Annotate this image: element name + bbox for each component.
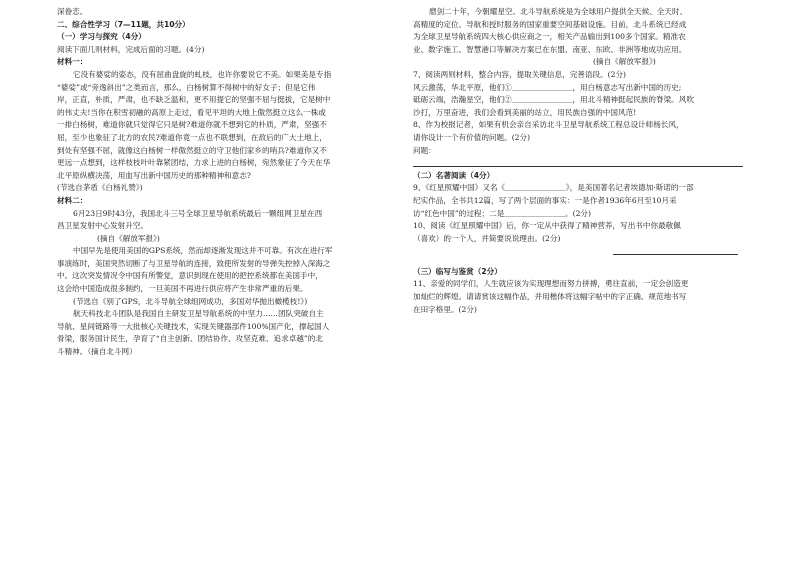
text-line: 6月23日9时43分，我国北斗三号全球卫星导航系统最后一颗组网卫星在西 bbox=[73, 208, 323, 218]
text-line: 业、数字施工、智慧港口等解决方案已在东盟、南亚、东欧、非洲等地成功应用。 bbox=[413, 44, 687, 54]
question-8: 8、作为校报记者，如果有机会亲自采访北斗卫星导航系统工程总设计师杨长风， bbox=[413, 120, 684, 130]
section-heading: 二、综合性学习（7—11题，共10分） bbox=[57, 19, 190, 29]
text-line: 昌卫星发射中心发射升空。 bbox=[57, 221, 149, 231]
text-line: 中国早先是使用美国的GPS系统，然而却逐渐发现这并不可靠。有次在进行军 bbox=[73, 246, 333, 256]
instruction: 阅读下面几则材料，完成后面的习题。(4分) bbox=[57, 44, 205, 54]
answer-line: 风云激荡，华北平原，他们①＿＿＿＿＿＿＿＿，用白杨意志写出新中国的历史; bbox=[413, 82, 682, 92]
text-line: 岸，正直，朴质，严肃，也不缺乏温和，更不用提它的坚强不屈与挺拔，它是树中 bbox=[57, 95, 331, 105]
source-note: (摘自《解放军报》) bbox=[97, 233, 160, 243]
text-line: 斗精神。（摘自北斗网） bbox=[57, 347, 137, 357]
text-line: “婆娑”或“旁逸斜出”之类而言，那么，白杨树算不得树中的好女子；但是它伟 bbox=[57, 82, 316, 92]
question-11: 11、亲爱的同学们，人生就应该为实现理想而努力拼搏，勇往直前，一定会创造更 bbox=[413, 279, 689, 289]
right-column bbox=[413, 6, 743, 316]
answer-blank[interactable] bbox=[413, 245, 743, 258]
text-line: 高精度的定位、导航和授时服务的国家重要空间基础设施。目前，北斗系统已经成 bbox=[413, 19, 687, 29]
material-label: 材料一： bbox=[57, 57, 88, 67]
text-line: 屈，至少也象征了北方的农民?难道你竟一点也不联想到，在敌后的广大土地上， bbox=[57, 132, 327, 142]
source-note: (节选自茅盾《白杨礼赞》) bbox=[57, 183, 143, 193]
text-line: 磨剑二十年，今朝耀星空。北斗导航系统是为全球用户提供全天候、全天时、 bbox=[429, 7, 688, 16]
text-line: 在田字格里。(2分) bbox=[413, 304, 477, 314]
text-line: 它没有婆娑的姿态，没有屈曲盘旋的虬枝，也许你要说它不美。如果美是专指 bbox=[73, 69, 332, 79]
text-line: 北平原纵横决荡，用血写出新中国历史的那种精神和意志? bbox=[57, 170, 251, 180]
text-line: 航天科技北斗团队是我国自主研发卫星导航系统的中坚力……团队突破自主 bbox=[73, 309, 324, 319]
text-line: 骨梁，服务国计民生，孕育了“自主创新、团结协作、攻坚克难、追求卓越”的北 bbox=[57, 334, 323, 344]
source-note: (节选自《别了GPS，北斗导航全球组网成功，多国对华抛出橄榄枝!》) bbox=[73, 296, 308, 306]
answer-line: 砥砺云端，浩瀚星空，他们②＿＿＿＿＿＿＿＿，用北斗精神挺起民族的脊梁。风吹 bbox=[413, 95, 694, 105]
text-line: 访“红色中国”的过程；二是＿＿＿＿＿＿＿＿。(2分) bbox=[413, 208, 591, 218]
question-label: 问题： bbox=[413, 145, 436, 155]
text-line: 一排白杨树，难道你就只觉得它只是树?难道你就不想到它的朴质，严肃，坚强不 bbox=[57, 120, 327, 130]
question-10: 10、阅读《红星照耀中国》后，你一定从中获得了精神营养，写出书中你最敬佩 bbox=[413, 221, 681, 231]
text-line: 纪实作品，全书共12篇，写了两个层面的事实：一是作者1936年6月至10月采 bbox=[413, 195, 677, 205]
text-line: （喜欢）的一个人，并简要说说理由。(2分) bbox=[413, 233, 561, 243]
source-note: (摘自《解放军报》) bbox=[593, 57, 656, 67]
text-line: 深眷恋。 bbox=[57, 7, 88, 16]
answer-line: 沙打，万里奋进，我们会看到美丽的站立，用民族自强的中国风范! bbox=[413, 107, 637, 117]
text-line: 导航、星间链路等一大批核心关键技术，实现关键器部件100%国产化，撑起国人 bbox=[57, 321, 330, 331]
left-column bbox=[57, 6, 387, 359]
text-line: 更远一点想到，这样枝枝叶叶靠紧团结，力求上进的白杨树，宛然象征了今天在华 bbox=[57, 158, 331, 168]
question-9: 9、《红星照耀中国》又名《＿＿＿＿＿＿＿＿》，是美国著名记者埃德加·斯诺的一部 bbox=[413, 183, 694, 193]
subsection-heading: （二）名著阅读（4分） bbox=[413, 170, 495, 180]
text-line: 加灿烂的辉煌。请请赏该这幅作品，并用楷体将这幅字帖中的字正确、规范地书写 bbox=[413, 292, 687, 302]
subsection-heading: （三）临写与鉴赏（2分） bbox=[413, 266, 502, 276]
text-line: 的伟丈夫!当你在积雪初融的高原上走过，看见平坦的大地上傲然挺立这么一株或 bbox=[57, 107, 326, 117]
material-label: 材料二： bbox=[57, 195, 88, 205]
answer-blank[interactable] bbox=[413, 157, 743, 170]
question-7: 7、阅读两则材料，整合内容，提取关键信息，完善语段。(2分) bbox=[413, 69, 627, 79]
subsection-heading: （一）学习与探究（4分） bbox=[57, 32, 146, 42]
text-line: 中。这次突发情况令中国有所警觉，意识到现在使用的把控系统都在美国手中， bbox=[57, 271, 323, 281]
text-line: 请你设计一个有价值的问题。(2分) bbox=[413, 132, 531, 142]
text-line: 这会给中国造成很多制约，一旦美国不再进行供应将产生非常严重的后果。 bbox=[57, 284, 308, 294]
text-line: 为全球卫星导航系统四大核心供应商之一，相关产品输出到100多个国家。精准农 bbox=[413, 32, 686, 42]
text-line: 事演练时，美国突然切断了与卫星导航的连接，致使所发射的导弹失控掉入深海之 bbox=[57, 258, 331, 268]
text-line: 到处有坚强不屈，就像这白杨树一样傲然挺立的守卫他们家乡的哨兵?难道你又不 bbox=[57, 145, 327, 155]
